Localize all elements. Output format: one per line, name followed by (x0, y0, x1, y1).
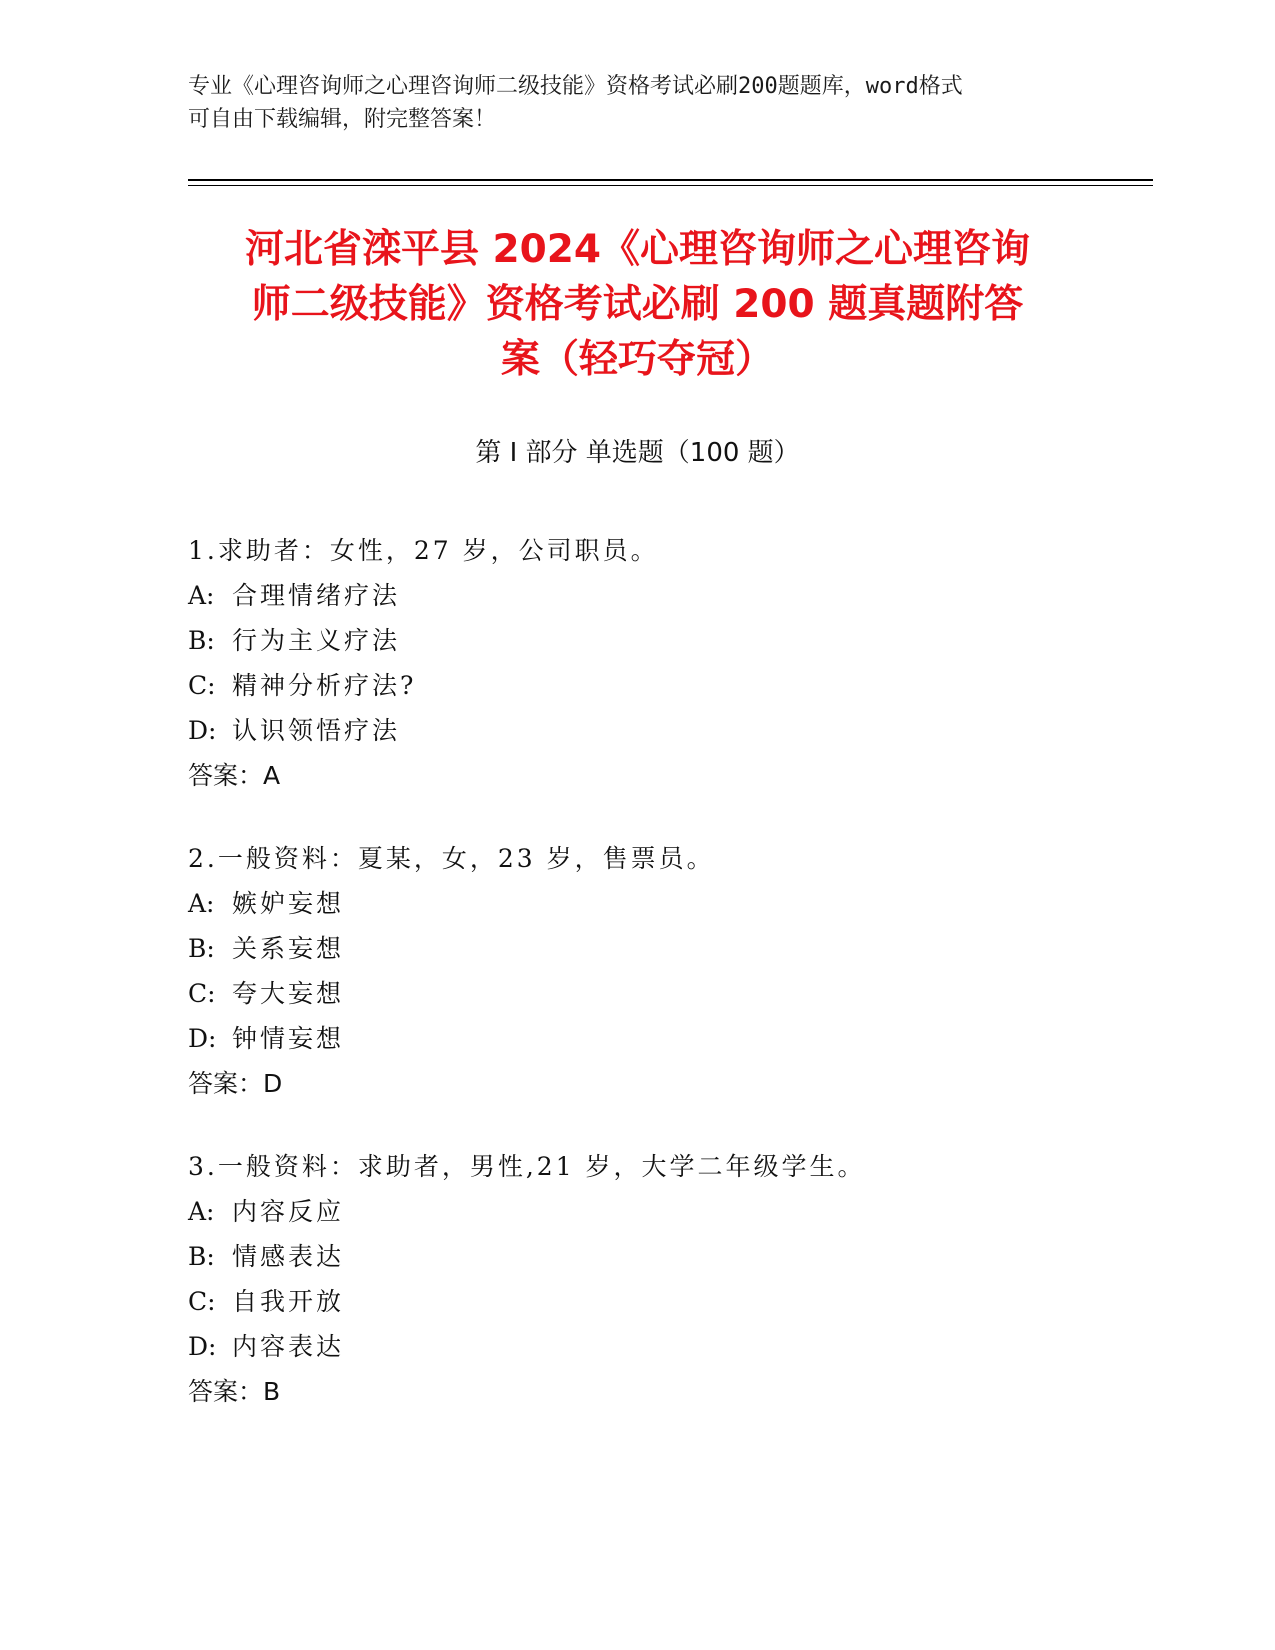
option-a (188, 573, 1148, 618)
header-divider-thin (188, 185, 1153, 186)
option-text: 精神分析疗法? (232, 671, 417, 700)
answer: 答案：D (188, 1069, 283, 1098)
option-b (188, 926, 1148, 971)
option-label: C: (188, 671, 216, 700)
question-list (188, 528, 1148, 1452)
question-2 (188, 836, 1148, 1106)
option-text: 夸大妄想 (232, 979, 345, 1008)
question-stem: 3.一般资料：求助者，男性,21 岁，大学二年级学生。 (188, 1152, 866, 1181)
option-label: A: (188, 581, 215, 610)
option-text: 内容表达 (232, 1332, 345, 1361)
option-c (188, 663, 1148, 708)
option-label: A: (188, 889, 215, 918)
option-text: 认识领悟疗法 (232, 716, 401, 745)
option-text: 合理情绪疗法 (232, 581, 401, 610)
document-title-line-1: 河北省滦平县 2024《心理咨询师之心理咨询 (244, 227, 1031, 272)
option-text: 钟情妄想 (232, 1024, 345, 1053)
document-title (160, 222, 1115, 387)
option-label: B: (188, 934, 215, 963)
question-stem: 2.一般资料：夏某，女，23 岁，售票员。 (188, 844, 715, 873)
document-title-line-2: 师二级技能》资格考试必刷 200 题真题附答 (251, 282, 1024, 327)
option-label: B: (188, 626, 215, 655)
header-divider-thick (188, 179, 1153, 181)
option-label: D: (188, 1332, 217, 1361)
header-note-line-2: 可自由下载编辑，附完整答案！ (188, 107, 497, 132)
header-note (188, 70, 1088, 136)
option-label: D: (188, 716, 217, 745)
option-text: 自我开放 (232, 1287, 345, 1316)
option-label: C: (188, 979, 216, 1008)
option-c (188, 1279, 1148, 1324)
question-1 (188, 528, 1148, 798)
section-heading: 第 I 部分 单选题（100 题） (475, 438, 800, 468)
question-stem: 1.求助者：女性，27 岁，公司职员。 (188, 536, 659, 565)
option-d (188, 708, 1148, 753)
header-note-line-1: 专业《心理咨询师之心理咨询师二级技能》资格考试必刷200题题库，word格式 (188, 74, 963, 99)
option-a (188, 881, 1148, 926)
option-label: B: (188, 1242, 215, 1271)
answer: 答案：B (188, 1377, 281, 1406)
question-3 (188, 1144, 1148, 1414)
option-text: 情感表达 (232, 1242, 345, 1271)
option-text: 行为主义疗法 (232, 626, 401, 655)
option-a (188, 1189, 1148, 1234)
document-title-line-3: 案（轻巧夺冠） (500, 337, 774, 382)
option-d (188, 1016, 1148, 1061)
option-c (188, 971, 1148, 1016)
option-b (188, 1234, 1148, 1279)
option-text: 内容反应 (232, 1197, 345, 1226)
option-label: C: (188, 1287, 216, 1316)
option-label: D: (188, 1024, 217, 1053)
option-text: 关系妄想 (232, 934, 345, 963)
option-text: 嫉妒妄想 (232, 889, 345, 918)
answer: 答案：A (188, 761, 281, 790)
option-label: A: (188, 1197, 215, 1226)
option-d (188, 1324, 1148, 1369)
option-b (188, 618, 1148, 663)
